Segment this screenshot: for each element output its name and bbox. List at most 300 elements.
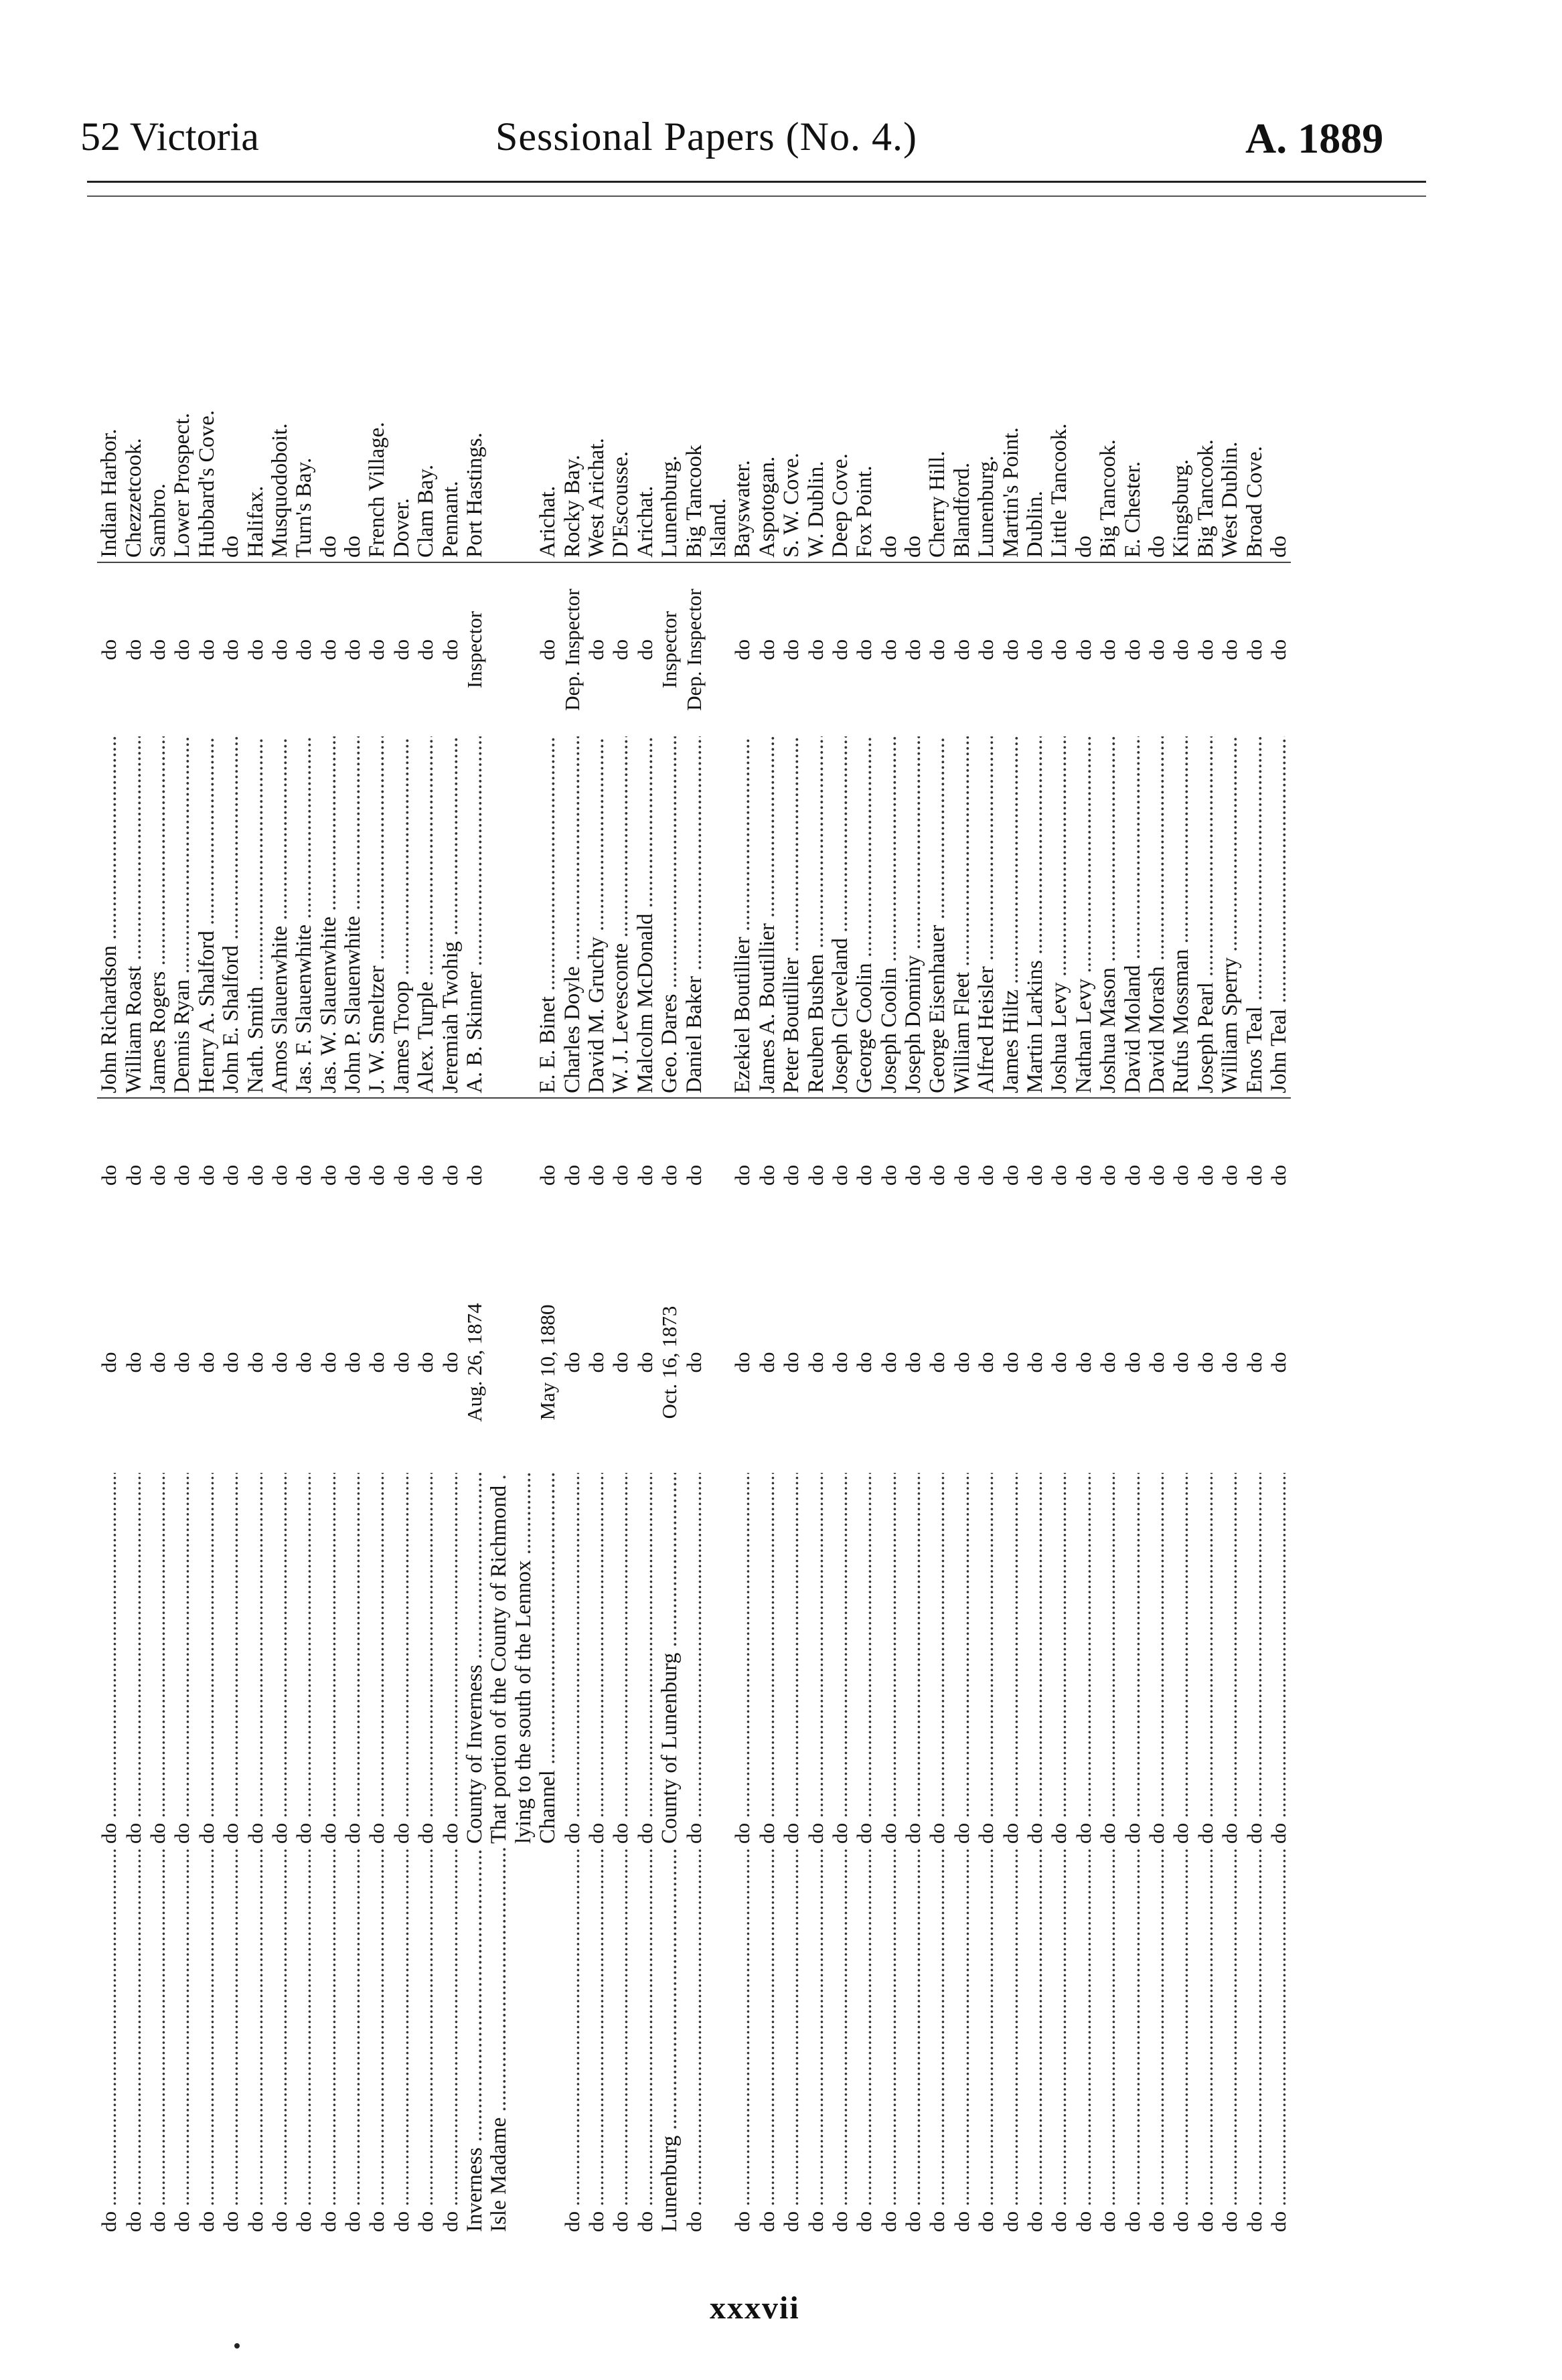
county-cell: do .....: [633, 1848, 657, 2236]
date-cell: do: [1242, 1352, 1266, 1373]
district-cell: do .....: [414, 1473, 438, 1848]
county-cell: do .....: [170, 1848, 194, 2236]
table-row: [170, 214, 194, 2236]
district-cell: do .....: [560, 1473, 584, 1848]
date-cell: do: [755, 1352, 779, 1373]
date-cell: do: [560, 1352, 584, 1373]
county-cell: do .....: [1145, 1848, 1169, 2236]
name-cell: James A. Boutillier .....: [755, 736, 779, 1098]
date-cell: do: [194, 1352, 218, 1373]
district-cell: lying to the south of the Lennox .....: [512, 1473, 536, 1848]
county-cell: do .....: [390, 1848, 414, 2236]
county-cell: do .....: [1120, 1848, 1144, 2236]
date-cell: do: [365, 1352, 389, 1373]
post-office-cell: do: [341, 214, 365, 562]
name-cell: William Sperry .....: [1218, 736, 1242, 1098]
county-cell: do .....: [414, 1848, 438, 2236]
district-cell: do .....: [219, 1473, 243, 1848]
post-office-cell: Arichat.: [536, 214, 560, 562]
post-office-cell: Pennant.: [438, 214, 462, 562]
district-cell: do .....: [1267, 1473, 1291, 1848]
county-cell: do .....: [1023, 1848, 1047, 2236]
name-cell: Reuben Bushen .....: [803, 736, 828, 1098]
name-cell: Alex. Turple .....: [414, 736, 438, 1098]
county-cell: do .....: [243, 1848, 267, 2236]
post-office-cell: Indian Harbor.: [97, 214, 121, 562]
district-cell: do .....: [1096, 1473, 1120, 1848]
date-cell: do: [267, 1352, 291, 1373]
post-office-cell: [512, 214, 536, 562]
title-cell: do: [1242, 639, 1266, 660]
district-cell: Channel .....: [536, 1473, 560, 1848]
title-cell: do: [633, 639, 657, 660]
title-cell: do: [901, 639, 925, 660]
name-cell: Dennis Ryan .....: [170, 736, 194, 1098]
title-cell: do: [730, 639, 755, 660]
table-row: [998, 214, 1022, 2236]
name-cell: Enos Teal .....: [1242, 736, 1266, 1098]
table-row: [195, 214, 219, 2236]
date-cell: do: [389, 1352, 413, 1373]
county-cell: do .....: [730, 1848, 755, 2236]
post-office-cell: Big Tancook.: [1194, 214, 1218, 562]
title-cell: do: [1266, 639, 1290, 660]
district-cell: County of Lunenburg .....: [657, 1473, 682, 1848]
post-office-cell: do: [901, 214, 925, 562]
header-volume: 52 Victoria: [80, 114, 259, 159]
county-cell: do .....: [974, 1848, 998, 2236]
county-cell: do .....: [755, 1848, 779, 2236]
office-cell: do: [682, 1165, 706, 1186]
district-cell: do .....: [390, 1473, 414, 1848]
page-number: xxxvii: [710, 2290, 800, 2326]
county-cell: do .....: [1218, 1848, 1242, 2236]
post-office-cell: Little Tancook.: [1047, 214, 1071, 562]
date-cell: do: [974, 1352, 998, 1373]
office-cell: do: [876, 1165, 901, 1186]
name-cell: James Troop .....: [390, 736, 414, 1098]
name-cell: Rufus Mossman .....: [1169, 736, 1193, 1098]
name-cell: Amos Slauenwhite .....: [268, 736, 292, 1098]
table-row: [828, 214, 852, 2236]
name-cell: Charles Doyle .....: [560, 736, 584, 1098]
name-cell: John Teal .....: [1267, 736, 1291, 1098]
district-cell: do .....: [292, 1473, 316, 1848]
county-cell: do .....: [828, 1848, 852, 2236]
title-cell: do: [998, 639, 1022, 660]
district-cell: That portion of the County of Richmond .....: [487, 1473, 511, 1848]
county-cell: do .....: [584, 1848, 609, 2236]
post-office-cell: Port Hastings.: [463, 214, 487, 562]
name-cell: Joseph Coolin .....: [877, 736, 901, 1098]
post-office-cell: do: [219, 214, 243, 562]
district-cell: do .....: [195, 1473, 219, 1848]
date-cell: do: [876, 1352, 901, 1373]
office-cell: do: [316, 1165, 340, 1186]
county-cell: do .....: [1072, 1848, 1096, 2236]
district-cell: do .....: [146, 1473, 170, 1848]
county-cell: Inverness .....: [463, 1848, 487, 2236]
name-cell: Jeremiah Twohig .....: [438, 736, 462, 1098]
table-row: [243, 214, 267, 2236]
district-cell: do .....: [1218, 1473, 1242, 1848]
district-cell: do .....: [1047, 1473, 1071, 1848]
district-cell: do .....: [438, 1473, 462, 1848]
post-office-cell: Lunenburg.: [657, 214, 682, 562]
table-row: [1145, 214, 1169, 2236]
date-cell: do: [1193, 1352, 1217, 1373]
date-cell: do: [730, 1352, 755, 1373]
table-row: [560, 214, 584, 2236]
date-cell: do: [779, 1352, 803, 1373]
post-office-cell: do: [317, 214, 341, 562]
date-cell: [512, 1252, 536, 1473]
district-cell: do .....: [730, 1473, 755, 1848]
table-row: [390, 214, 414, 2236]
district-cell: do .....: [1194, 1473, 1218, 1848]
name-cell: E. E. Binet .....: [536, 736, 560, 1098]
office-cell: do: [1193, 1165, 1217, 1186]
date-cell: do: [1096, 1352, 1120, 1373]
county-cell: do .....: [292, 1848, 316, 2236]
post-office-cell: Deep Cove.: [828, 214, 852, 562]
office-cell: do: [414, 1165, 438, 1186]
title-cell: Dep. Inspector: [682, 588, 706, 711]
title-cell: do: [1218, 639, 1242, 660]
post-office-cell: Broad Cove.: [1242, 214, 1266, 562]
title-cell: do: [194, 639, 218, 660]
date-cell: do: [609, 1352, 633, 1373]
table-row: [609, 214, 633, 2236]
date-cell: do: [316, 1352, 340, 1373]
table-row: [1023, 214, 1047, 2236]
title-cell: do: [170, 639, 194, 660]
name-cell: Daniel Baker .....: [682, 736, 706, 1098]
title-cell: do: [949, 639, 973, 660]
title-cell: do: [1193, 639, 1217, 660]
district-cell: do .....: [877, 1473, 901, 1848]
table-row: [925, 214, 949, 2236]
table-row: [97, 214, 121, 2236]
office-cell: do: [365, 1165, 389, 1186]
office-cell: do: [267, 1165, 291, 1186]
name-cell: James Hiltz .....: [998, 736, 1022, 1098]
date-cell: do: [925, 1352, 949, 1373]
name-cell: David M. Gruchy .....: [584, 736, 609, 1098]
county-cell: do .....: [268, 1848, 292, 2236]
title-cell: do: [292, 639, 316, 660]
district-cell: do .....: [121, 1473, 145, 1848]
office-cell: do: [1096, 1165, 1120, 1186]
post-office-cell: Island.: [706, 214, 730, 562]
title-cell: do: [243, 639, 267, 660]
title-cell: do: [97, 639, 121, 660]
table-row: [682, 214, 706, 2236]
office-cell: do: [828, 1165, 852, 1186]
post-office-cell: Clam Bay.: [414, 214, 438, 562]
post-office-cell: Blandford.: [950, 214, 974, 562]
name-cell: Henry A. Shalford .....: [195, 736, 219, 1098]
date-cell: do: [803, 1352, 828, 1373]
date-cell: do: [170, 1352, 194, 1373]
title-cell: do: [438, 639, 462, 660]
office-cell: do: [438, 1165, 462, 1186]
post-office-cell: West Arichat.: [584, 214, 609, 562]
county-cell: do .....: [317, 1848, 341, 2236]
office-cell: do: [194, 1165, 218, 1186]
table-row: [1218, 214, 1242, 2236]
office-cell: do: [852, 1165, 876, 1186]
table-row: [657, 214, 682, 2236]
office-cell: do: [779, 1165, 803, 1186]
name-cell: Peter Boutillier .....: [779, 736, 803, 1098]
title-cell: do: [414, 639, 438, 660]
name-cell: John P. Slauenwhite .....: [341, 736, 365, 1098]
title-cell: [706, 562, 730, 736]
table-row: [438, 214, 462, 2236]
name-cell: George Coolin .....: [852, 736, 876, 1098]
date-cell: do: [243, 1352, 267, 1373]
office-cell: do: [536, 1165, 560, 1186]
name-cell: [706, 736, 730, 1098]
date-cell: do: [219, 1352, 243, 1373]
table-row: [1267, 214, 1291, 2236]
date-cell: do: [1120, 1352, 1144, 1373]
title-cell: do: [803, 639, 828, 660]
title-cell: do: [389, 639, 413, 660]
table-row: [852, 214, 876, 2236]
table-row: [414, 214, 438, 2236]
district-cell: do .....: [1072, 1473, 1096, 1848]
county-cell: do .....: [438, 1848, 462, 2236]
table-row: [341, 214, 365, 2236]
table-row: [1169, 214, 1193, 2236]
title-cell: do: [609, 639, 633, 660]
office-cell: do: [1023, 1165, 1047, 1186]
post-office-cell: Cherry Hill.: [925, 214, 949, 562]
name-cell: John Richardson .....: [97, 736, 121, 1098]
name-cell: Malcolm McDonald .....: [633, 736, 657, 1098]
office-cell: do: [219, 1165, 243, 1186]
post-office-cell: Lower Prospect.: [170, 214, 194, 562]
district-cell: do .....: [317, 1473, 341, 1848]
county-cell: do .....: [925, 1848, 949, 2236]
table-row: [803, 214, 828, 2236]
name-cell: [512, 736, 536, 1098]
office-cell: do: [1169, 1165, 1193, 1186]
post-office-cell: French Village.: [365, 214, 389, 562]
office-cell: do: [609, 1165, 633, 1186]
table-row: [1242, 214, 1266, 2236]
title-cell: Inspector: [657, 611, 682, 689]
office-cell: do: [292, 1165, 316, 1186]
district-cell: do .....: [925, 1473, 949, 1848]
county-cell: [512, 1848, 536, 2236]
post-office-cell: Bayswater.: [730, 214, 755, 562]
name-cell: Joshua Mason .....: [1096, 736, 1120, 1098]
name-cell: A. B. Skinner .....: [463, 736, 487, 1098]
district-cell: do .....: [584, 1473, 609, 1848]
date-cell: do: [998, 1352, 1022, 1373]
name-cell: [487, 736, 511, 1098]
title-cell: do: [341, 639, 365, 660]
office-cell: do: [145, 1165, 169, 1186]
office-cell: do: [560, 1165, 584, 1186]
title-cell: Dep. Inspector: [560, 588, 584, 711]
table-row: [317, 214, 341, 2236]
date-cell: May 10, 1880: [536, 1304, 560, 1421]
name-cell: James Rogers .....: [146, 736, 170, 1098]
post-office-cell: do: [877, 214, 901, 562]
county-cell: do .....: [560, 1848, 584, 2236]
office-cell: do: [730, 1165, 755, 1186]
post-office-cell: Rocky Bay.: [560, 214, 584, 562]
date-cell: do: [1071, 1352, 1095, 1373]
table-row: [1047, 214, 1071, 2236]
title-cell: Inspector: [463, 611, 487, 689]
district-cell: do .....: [803, 1473, 828, 1848]
county-cell: do .....: [341, 1848, 365, 2236]
post-office-cell: D'Escousse.: [609, 214, 633, 562]
county-cell: do .....: [1267, 1848, 1291, 2236]
title-cell: do: [1144, 639, 1168, 660]
county-cell: do .....: [1096, 1848, 1120, 2236]
county-cell: do .....: [852, 1848, 876, 2236]
district-cell: do .....: [998, 1473, 1022, 1848]
post-office-cell: Lunenburg.: [974, 214, 998, 562]
office-cell: do: [1047, 1165, 1071, 1186]
table-body: [97, 214, 1291, 2236]
table-row: [706, 214, 730, 2236]
county-cell: do .....: [877, 1848, 901, 2236]
title-cell: do: [828, 639, 852, 660]
county-cell: Isle Madame .....: [487, 1848, 511, 2236]
name-cell: Martin Larkins .....: [1023, 736, 1047, 1098]
post-office-cell: Fox Point.: [852, 214, 876, 562]
county-cell: do .....: [1047, 1848, 1071, 2236]
district-cell: do .....: [828, 1473, 852, 1848]
office-cell: do: [755, 1165, 779, 1186]
table-row: [755, 214, 779, 2236]
office-cell: do: [121, 1165, 145, 1186]
district-cell: do .....: [268, 1473, 292, 1848]
header-year: A. 1889: [1245, 114, 1384, 162]
office-cell: do: [389, 1165, 413, 1186]
post-office-cell: Dover.: [390, 214, 414, 562]
date-cell: do: [584, 1352, 608, 1373]
date-cell: do: [1169, 1352, 1193, 1373]
title-cell: do: [316, 639, 340, 660]
name-cell: W. J. Levesconte .....: [609, 736, 633, 1098]
date-cell: do: [852, 1352, 876, 1373]
post-office-cell: Aspotogan.: [755, 214, 779, 562]
table-row: [365, 214, 389, 2236]
district-cell: do .....: [950, 1473, 974, 1848]
title-cell: do: [1023, 639, 1047, 660]
office-cell: do: [1266, 1165, 1290, 1186]
county-cell: do .....: [365, 1848, 389, 2236]
district-cell: do .....: [779, 1473, 803, 1848]
name-cell: Geo. Dares .....: [657, 736, 682, 1098]
post-office-cell: Hubbard's Cove.: [195, 214, 219, 562]
date-cell: do: [1144, 1352, 1168, 1373]
table-row: [901, 214, 925, 2236]
county-cell: do .....: [779, 1848, 803, 2236]
date-cell: do: [682, 1352, 706, 1373]
county-cell: [536, 1848, 560, 2236]
table-row: [779, 214, 803, 2236]
district-cell: do .....: [365, 1473, 389, 1848]
stray-mark: [234, 2343, 240, 2349]
table-row: [512, 214, 536, 2236]
office-cell: do: [1242, 1165, 1266, 1186]
post-office-cell: West Dublin.: [1218, 214, 1242, 562]
county-cell: do .....: [1194, 1848, 1218, 2236]
district-cell: [706, 1473, 730, 1848]
office-cell: do: [1071, 1165, 1095, 1186]
rotated-table: [97, 214, 1429, 2236]
county-cell: do .....: [803, 1848, 828, 2236]
post-office-cell: E. Chester.: [1120, 214, 1144, 562]
name-cell: Alfred Heisler .....: [974, 736, 998, 1098]
office-cell: do: [633, 1165, 657, 1186]
header-sessional-papers: Sessional Papers (No. 4.): [495, 114, 917, 159]
name-cell: J. W. Smeltzer .....: [365, 736, 389, 1098]
county-cell: do .....: [1169, 1848, 1193, 2236]
header-rule: [87, 181, 1426, 183]
office-cell: do: [463, 1165, 487, 1186]
name-cell: Joseph Dominy .....: [901, 736, 925, 1098]
name-cell: Joseph Pearl .....: [1194, 736, 1218, 1098]
post-office-cell: Kingsburg.: [1169, 214, 1193, 562]
date-cell: do: [1047, 1352, 1071, 1373]
office-cell: do: [1120, 1165, 1144, 1186]
page-header: [0, 0, 1562, 221]
date-cell: do: [414, 1352, 438, 1373]
table-row: [146, 214, 170, 2236]
table-row: [536, 214, 560, 2236]
table-row: [1120, 214, 1144, 2236]
table-row: [268, 214, 292, 2236]
table-row: [584, 214, 609, 2236]
title-cell: do: [267, 639, 291, 660]
name-cell: Jas. F. Slauenwhite .....: [292, 736, 316, 1098]
post-office-cell: W. Dublin.: [803, 214, 828, 562]
office-cell: do: [949, 1165, 973, 1186]
district-cell: do .....: [1169, 1473, 1193, 1848]
date-cell: do: [901, 1352, 925, 1373]
post-office-cell: Halifax.: [243, 214, 267, 562]
date-cell: do: [828, 1352, 852, 1373]
name-cell: William Roast .....: [121, 736, 145, 1098]
date-cell: [487, 1252, 511, 1473]
table-row: [950, 214, 974, 2236]
name-cell: John E. Shalford .....: [219, 736, 243, 1098]
office-cell: [512, 1098, 536, 1252]
office-cell: do: [1144, 1165, 1168, 1186]
name-cell: Jas. W. Slauenwhite .....: [317, 736, 341, 1098]
district-cell: do .....: [243, 1473, 267, 1848]
table-row: [730, 214, 755, 2236]
county-cell: do .....: [219, 1848, 243, 2236]
rotated-table-area: [97, 214, 1429, 2236]
title-cell: do: [145, 639, 169, 660]
county-cell: do .....: [146, 1848, 170, 2236]
date-cell: do: [438, 1352, 462, 1373]
table-row: [1072, 214, 1096, 2236]
title-cell: [512, 562, 536, 736]
county-cell: [706, 1848, 730, 2236]
